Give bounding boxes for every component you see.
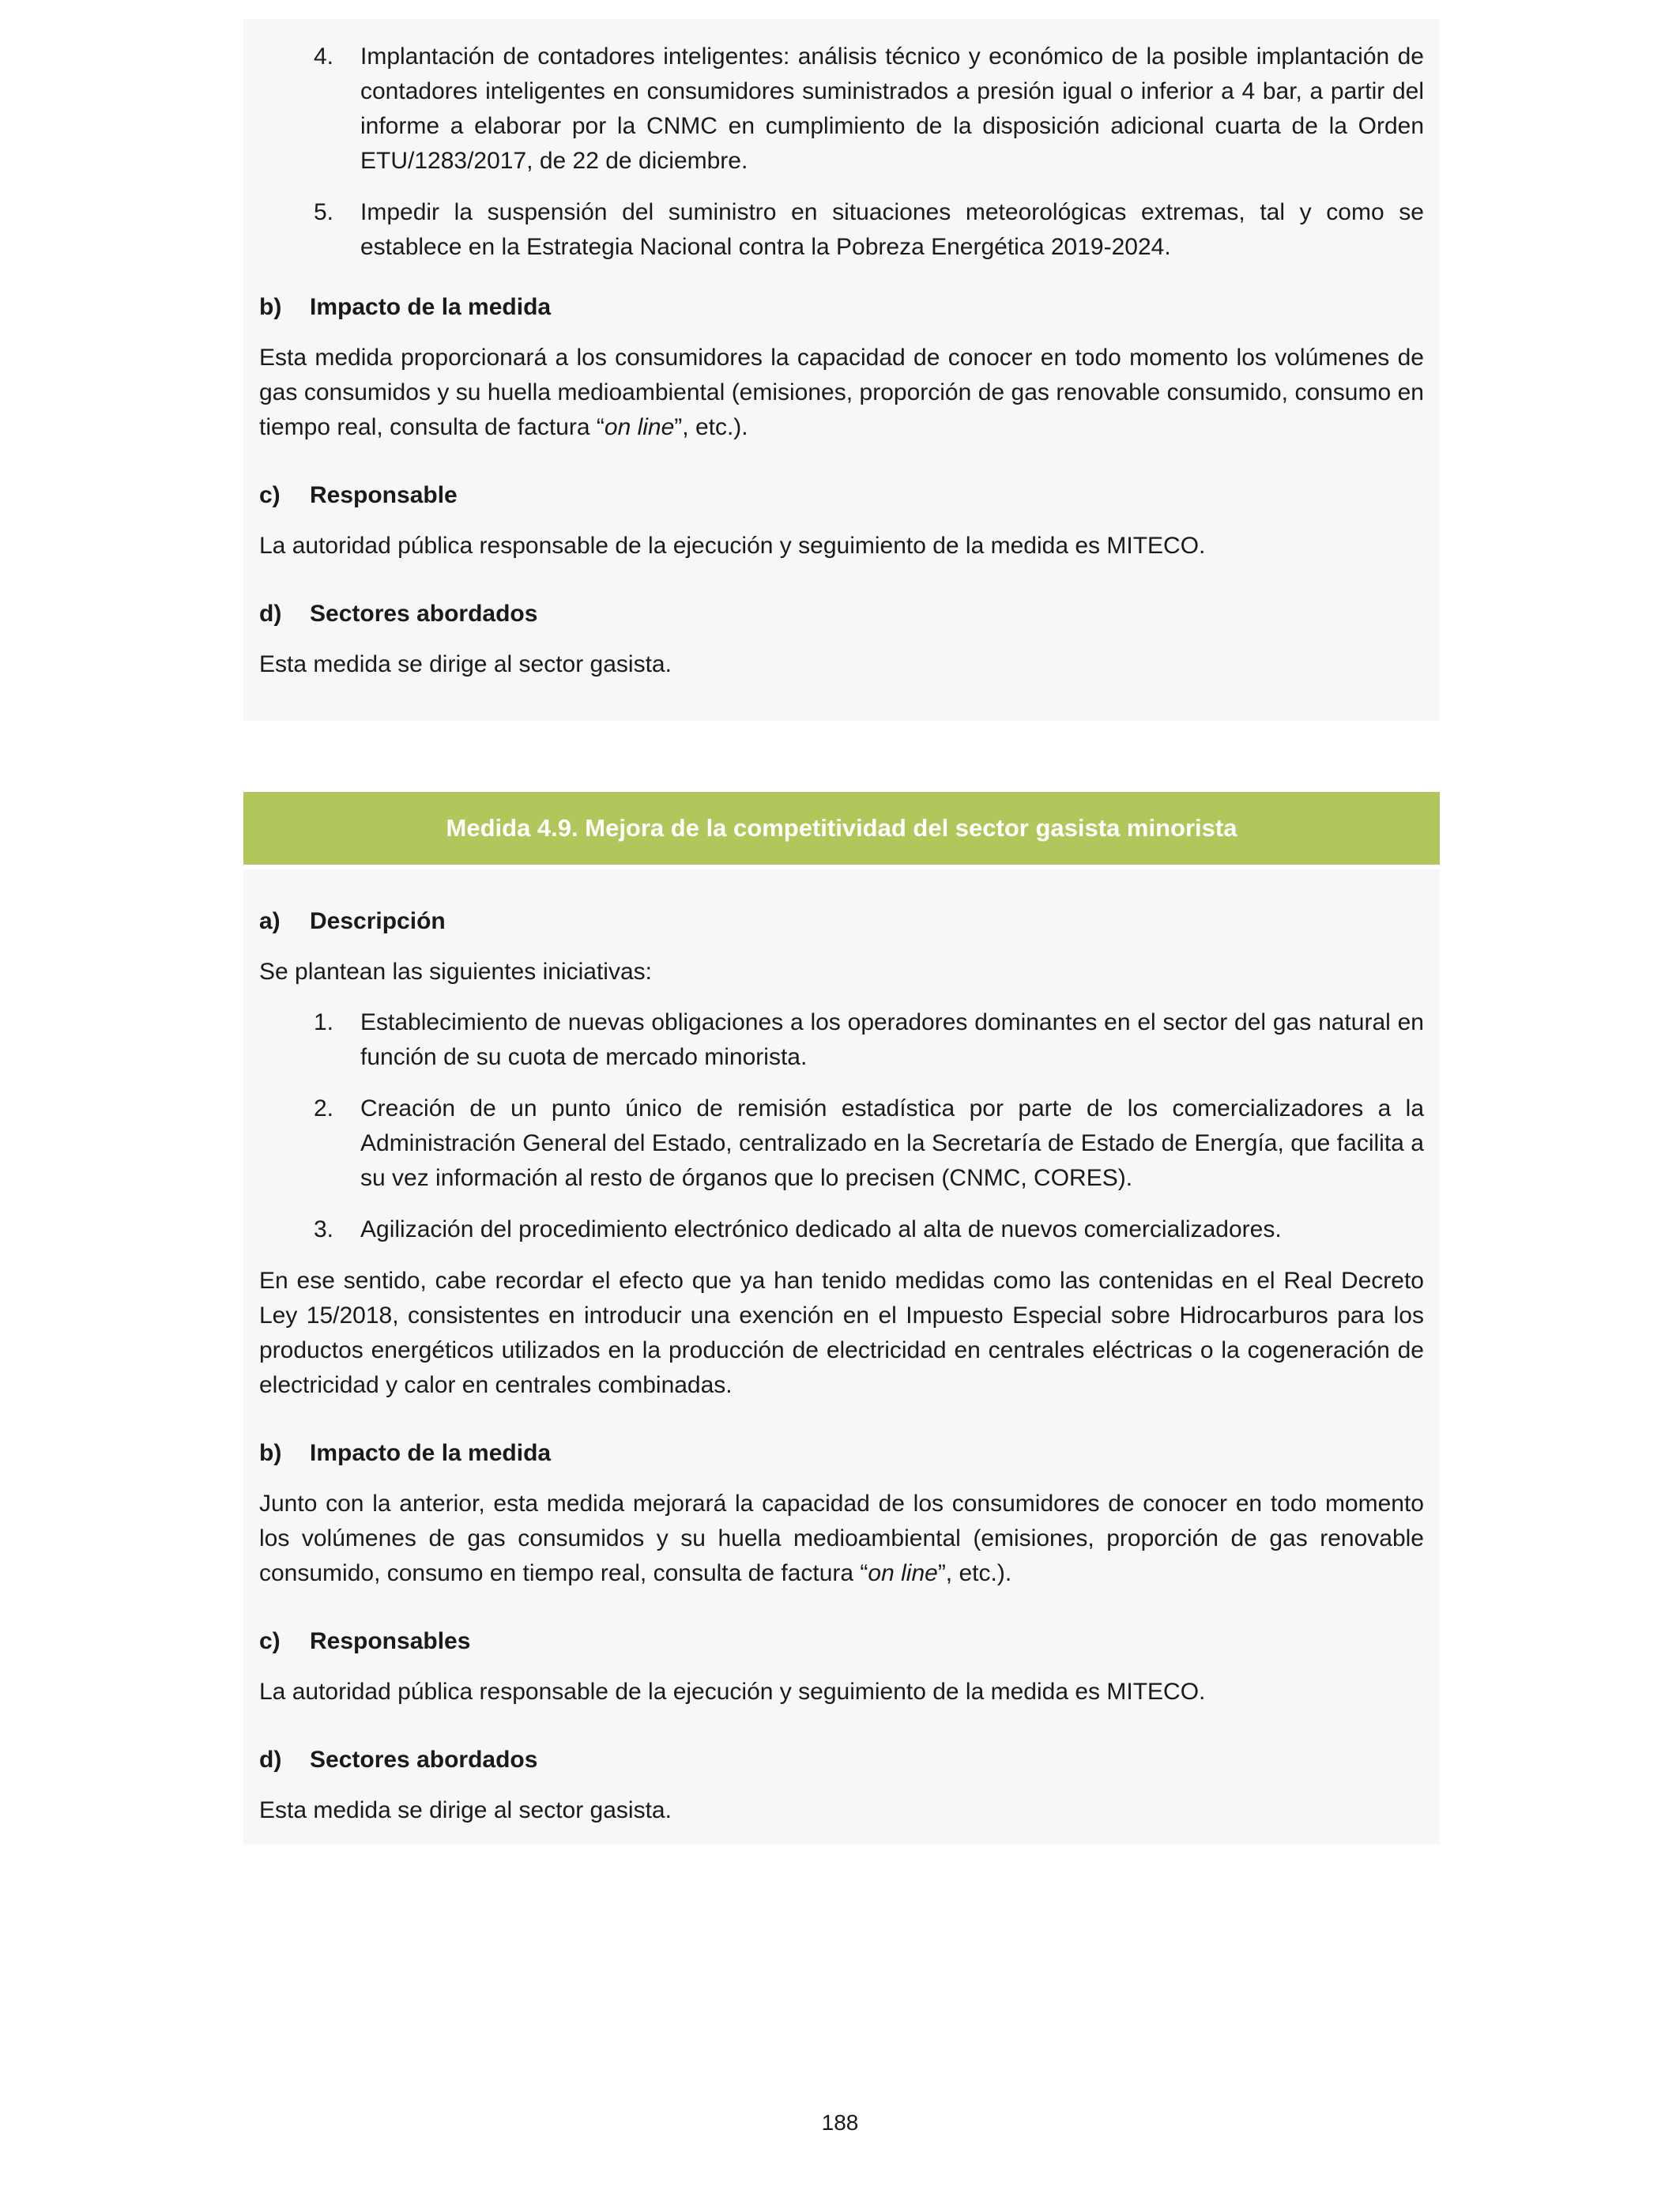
list-item-text: Impedir la suspensión del suministro en situaciones meteorológicas extremas, tal y como se establece en la Estrategia Nacional contra la Pobreza Energética 2019-2024. — [360, 199, 1424, 260]
section-heading-sectores — [259, 1743, 1424, 1777]
impacto-text: Esta medida proporcionará a los consumidores la capacidad de conocer en todo momento los volúmenes de gas consumidos y su huella medioambiental (emisiones, proporción de gas renovable consumido, consumo en tiempo real, consulta de factura “ — [259, 345, 1424, 440]
section-heading-responsable — [259, 478, 1424, 513]
section-title: Sectores abordados — [310, 1747, 538, 1773]
list-item-text: Establecimiento de nuevas obligaciones a los operadores dominantes en el sector del gas natural en función de su cuota de mercado minorista. — [360, 1009, 1424, 1070]
descripcion-intro: Se plantean las siguientes iniciativas: — [259, 959, 652, 985]
page-number: 188 — [821, 2110, 859, 2135]
section-title: Responsable — [310, 482, 458, 508]
measure-box — [243, 869, 1440, 1845]
section-heading-impacto — [259, 1436, 1424, 1471]
section-title: Impacto de la medida — [310, 294, 552, 320]
impacto-text-end: ”, etc.). — [937, 1560, 1012, 1586]
section-heading-impacto — [259, 290, 1424, 325]
section-title: Responsables — [310, 1628, 471, 1654]
impacto-text: Junto con la anterior, esta medida mejorará la capacidad de los consumidores de conocer en todo momento los volúmenes de gas consumidos y su huella medioambiental (emisiones, proporción de gas renovable consumido, consumo en tiempo real, consulta de factura “ — [259, 1491, 1424, 1586]
impacto-italic-text: on line — [868, 1560, 938, 1586]
section-letter: c) — [259, 1628, 281, 1654]
section-letter: b) — [259, 1440, 282, 1466]
measure-continuation-box — [243, 19, 1440, 721]
list-item-text: Creación de un punto único de remisión estadística por parte de los comercializadores a la Administración General del Estado, centralizado en la Secretaría de Estado de Energía, que facilita a su vez información al resto de órganos que lo precisen (CNMC, CORES). — [360, 1095, 1424, 1191]
section-heading-sectores — [259, 597, 1424, 631]
impacto-text-end: ”, etc.). — [674, 414, 748, 440]
list-item-number: 2. — [313, 1095, 333, 1122]
list-item-number: 4. — [313, 43, 333, 70]
sectores-paragraph: Esta medida se dirige al sector gasista. — [259, 1797, 672, 1823]
section-title: Impacto de la medida — [310, 1440, 552, 1466]
list-item-text: Agilización del procedimiento electrónico dedicado al alta de nuevos comercializadores. — [360, 1216, 1282, 1242]
section-letter: d) — [259, 601, 282, 627]
initiatives-list-continued — [259, 40, 1424, 265]
list-item — [259, 1091, 1424, 1196]
list-item-number: 5. — [313, 199, 333, 225]
section-heading-responsables — [259, 1624, 1424, 1659]
list-item — [259, 1212, 1424, 1247]
context-paragraph: En ese sentido, cabe recordar el efecto que ya han tenido medidas como las contenidas en el Real Decreto Ley 15/2018, consistentes en introducir una exención en el Impuesto Especial sobre Hidrocarburos para los productos energéticos utilizados en la producción de electricidad en centrales eléctricas o la cogeneración de electricidad y calor en centrales combinadas. — [259, 1268, 1424, 1398]
responsables-paragraph: La autoridad pública responsable de la ejecución y seguimiento de la medida es MITECO. — [259, 1679, 1206, 1705]
section-letter: b) — [259, 294, 282, 320]
section-letter: d) — [259, 1747, 282, 1773]
impacto-paragraph — [259, 341, 1424, 445]
responsable-paragraph: La autoridad pública responsable de la ejecución y seguimiento de la medida es MITECO. — [259, 533, 1206, 559]
initiatives-list — [259, 1005, 1424, 1247]
list-item-number: 3. — [313, 1216, 333, 1242]
measure-title: Medida 4.9. Mejora de la competitividad del sector gasista minorista — [446, 814, 1237, 842]
section-title: Sectores abordados — [310, 601, 538, 627]
list-item-text: Implantación de contadores inteligentes: análisis técnico y económico de la posible implantación de contadores inteligentes en consumidores suministrados a presión igual o inferior a 4 bar, a partir del informe a elaborar por la CNMC en cumplimiento de la disposición adicional cuarta de la Orden ETU/1283/2017, de 22 de diciembre. — [360, 43, 1424, 174]
list-item-number: 1. — [313, 1009, 333, 1035]
measure-title-bar — [243, 792, 1440, 865]
section-heading-descripcion — [259, 904, 1424, 939]
impacto-paragraph — [259, 1487, 1424, 1591]
list-item — [259, 40, 1424, 179]
section-letter: a) — [259, 908, 281, 934]
list-item — [259, 1005, 1424, 1075]
section-title: Descripción — [310, 908, 446, 934]
impacto-italic-text: on line — [604, 414, 675, 440]
list-item — [259, 195, 1424, 265]
section-letter: c) — [259, 482, 281, 508]
sectores-paragraph: Esta medida se dirige al sector gasista. — [259, 651, 672, 677]
